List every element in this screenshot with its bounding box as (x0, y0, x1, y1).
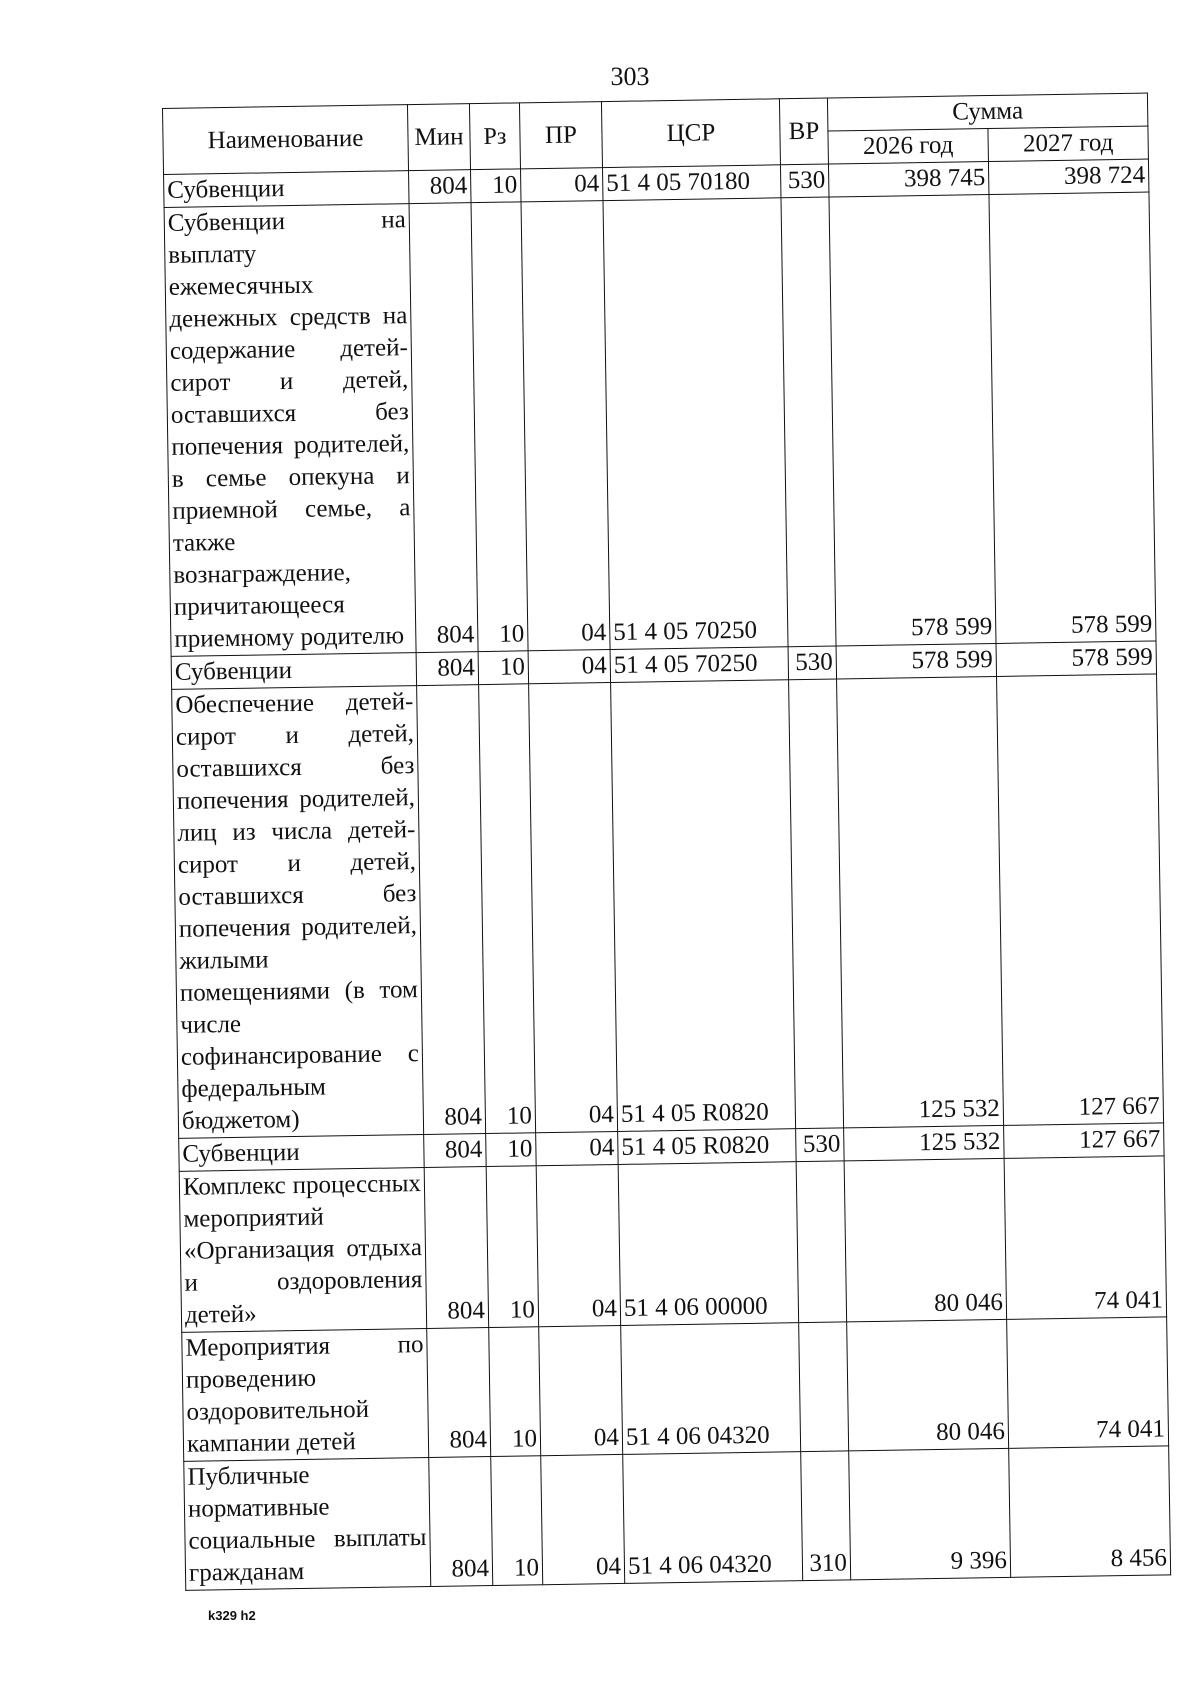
cell-rz: 10 (478, 651, 529, 685)
cell-csr: 51 4 06 04320 (623, 1452, 803, 1584)
cell-pr: 04 (521, 168, 604, 202)
cell-csr: 51 4 05 R0820 (618, 1129, 796, 1165)
cell-rz: 10 (479, 684, 536, 1134)
cell-min: 804 (409, 170, 472, 204)
cell-name: Комплекс процессных мероприятий «Организация отдыха и оздоровления детей» (179, 1168, 426, 1333)
cell-rz: 10 (471, 202, 528, 652)
cell-amount-2027: 74 041 (1004, 1156, 1167, 1319)
cell-vr (781, 197, 836, 647)
cell-amount-2027: 127 667 (997, 674, 1164, 1125)
cell-pr: 04 (536, 1164, 621, 1326)
table-body (164, 159, 1171, 1590)
cell-rz: 10 (491, 1456, 543, 1586)
footer-code: k329 h2 (208, 1608, 256, 1623)
cell-min: 804 (416, 652, 479, 686)
cell-min: 804 (429, 1457, 493, 1587)
cell-name: Субвенции (164, 171, 409, 208)
table-row (182, 1317, 1169, 1461)
cell-pr: 04 (528, 650, 611, 684)
cell-rz: 10 (489, 1327, 541, 1457)
cell-rz: 10 (486, 1166, 539, 1328)
cell-amount-2026: 125 532 (844, 1125, 1004, 1161)
cell-name: Субвенции (171, 653, 416, 690)
cell-csr: 51 4 05 70250 (610, 647, 788, 683)
cell-vr: 530 (796, 1128, 845, 1162)
header-sum: Сумма (827, 93, 1147, 131)
cell-name: Субвенции на выплату ежемесячных денежных средств на содержание детей-сирот и детей, оставшихся без попечения родителей, в семье опекуна и приемной семье, а также вознаграждение, причитающееся приемному родителю (164, 204, 416, 657)
cell-amount-2026: 125 532 (837, 676, 1004, 1127)
budget-table-wrapper (162, 93, 1171, 1591)
cell-amount-2026: 80 046 (847, 1319, 1009, 1450)
page-number: 303 (610, 62, 650, 91)
cell-pr: 04 (541, 1454, 625, 1584)
cell-vr (796, 1161, 847, 1323)
table-row (184, 1446, 1171, 1590)
cell-csr: 51 4 06 04320 (621, 1323, 801, 1455)
cell-vr: 310 (801, 1451, 851, 1581)
cell-vr: 530 (780, 164, 829, 198)
cell-amount-2027: 74 041 (1007, 1317, 1169, 1448)
budget-table (162, 93, 1171, 1591)
cell-name: Обеспечение детей-сирот и детей, оставшихся без попечения родителей, лиц из числа детей-сирот и детей, оставшихся без попечения родителей, жилыми помещениями (в том числе софинансирование с федеральным бюджетом) (172, 686, 424, 1139)
cell-min: 804 (424, 1134, 487, 1168)
header-rz: Рз (469, 103, 520, 170)
cell-amount-2026: 578 599 (836, 643, 996, 679)
header-vr: ВР (779, 98, 828, 165)
cell-amount-2027: 578 599 (989, 192, 1156, 643)
header-name: Наименование (163, 105, 409, 175)
cell-amount-2027: 398 724 (988, 159, 1149, 195)
table-row (179, 1156, 1166, 1332)
cell-vr: 530 (788, 646, 837, 680)
cell-amount-2027: 8 456 (1009, 1446, 1171, 1577)
cell-rz: 10 (471, 169, 522, 203)
cell-min: 804 (427, 1328, 491, 1458)
cell-csr: 51 4 05 70180 (602, 165, 780, 201)
cell-pr: 04 (521, 201, 610, 651)
cell-vr (789, 679, 844, 1129)
table-row (172, 674, 1164, 1138)
cell-min: 804 (424, 1167, 489, 1329)
header-csr: ЦСР (601, 99, 780, 168)
cell-min: 804 (409, 203, 478, 653)
cell-amount-2027: 127 667 (1004, 1123, 1165, 1159)
cell-amount-2027: 578 599 (996, 641, 1157, 677)
cell-csr: 51 4 05 70250 (603, 198, 788, 650)
cell-pr: 04 (539, 1325, 623, 1455)
cell-amount-2026: 9 396 (849, 1448, 1011, 1579)
cell-amount-2026: 578 599 (829, 195, 996, 646)
cell-min: 804 (417, 685, 486, 1135)
header-pr: ПР (519, 102, 602, 169)
header-year-2027: 2027 год (988, 126, 1149, 162)
table-row (164, 192, 1156, 656)
header-min: Мин (407, 104, 470, 171)
cell-pr: 04 (536, 1131, 619, 1165)
cell-vr (799, 1322, 849, 1452)
cell-rz: 10 (486, 1133, 537, 1167)
cell-name: Публичные нормативные социальные выплаты гражданам (184, 1457, 431, 1590)
cell-amount-2026: 398 745 (828, 162, 988, 198)
cell-csr: 51 4 05 R0820 (611, 680, 796, 1132)
cell-pr: 04 (529, 683, 618, 1133)
cell-name: Мероприятия по проведению оздоровительной кампании детей (182, 1328, 429, 1461)
cell-csr: 51 4 06 00000 (618, 1162, 799, 1326)
header-year-2026: 2026 год (828, 129, 988, 165)
cell-name: Субвенции (179, 1135, 424, 1172)
cell-amount-2026: 80 046 (844, 1158, 1007, 1321)
